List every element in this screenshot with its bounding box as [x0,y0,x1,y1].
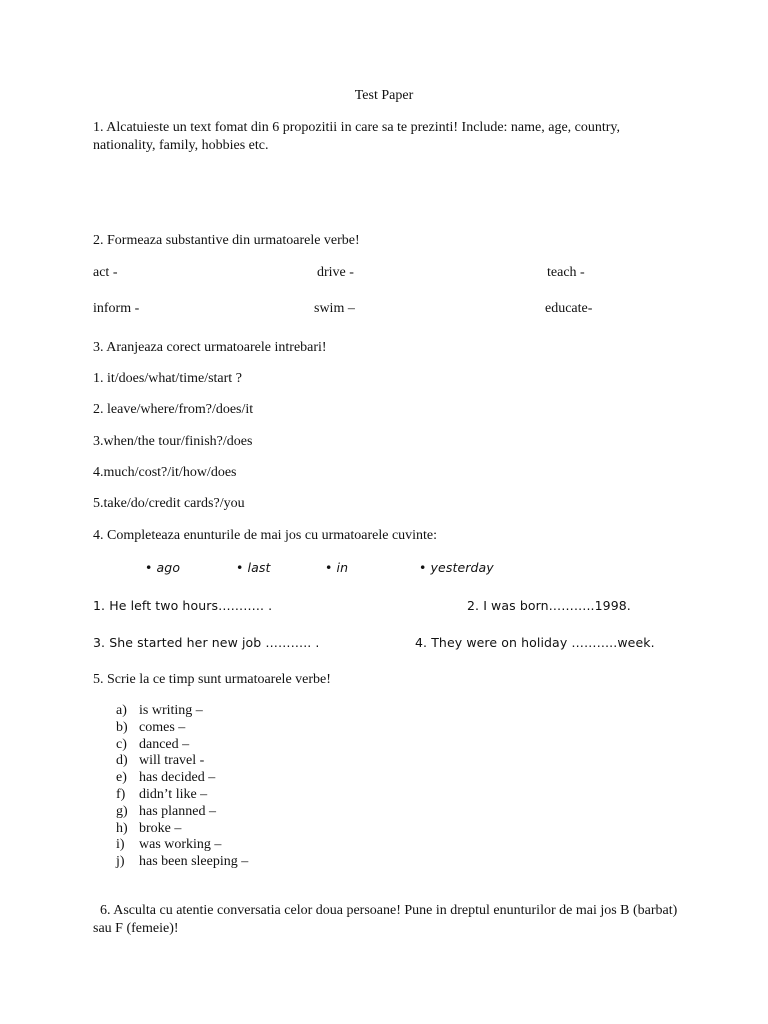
exercise-4-heading: 4. Completeaza enunturile de mai jos cu urmatoarele cuvinte: [93,528,438,543]
sentence-2: 2. I was born………..1998. [467,598,631,613]
question-item: 4.much/cost?/it/how/does [93,465,237,480]
sentence-1: 1. He left two hours……….. . [93,598,273,613]
list-text: didn’t like – [139,786,208,802]
list-text: comes – [139,719,186,735]
exercise-6-text: 6. Asculta cu atentie conversatia celor doua persoane! Pune in dreptul enunturilor de mai jos B (barbat) sau F (femeie)! [93,903,681,936]
word-in: • in [325,560,349,575]
question-item: 1. it/does/what/time/start ? [93,371,242,386]
question-item: 3.when/the tour/finish?/does [93,434,253,449]
verb-drive: drive - [317,265,354,280]
verb-inform: inform - [93,301,140,316]
list-text: was working – [139,837,222,853]
question-item: 5.take/do/credit cards?/you [93,496,245,511]
list-marker: j) [116,854,125,870]
list-text: broke – [139,820,182,836]
verb-swim: swim – [314,301,355,316]
list-marker: d) [116,753,128,769]
exercise-2-heading: 2. Formeaza substantive din urmatoarele verbe! [93,233,360,248]
list-text: has decided – [139,770,216,786]
verb-educate: educate- [545,301,593,316]
list-marker: i) [116,837,125,853]
list-marker: a) [116,703,127,718]
exercise-1-text: 1. Alcatuieste un text fomat din 6 propozitii in care sa te prezinti! Include: name, age, country, nationality, family, hobbies etc. [93,120,621,153]
list-text: danced – [139,736,190,752]
word-ago: • ago [145,560,181,575]
sentence-3: 3. She started her new job ……….. . [93,635,320,650]
page-title: Test Paper [354,88,414,103]
verb-teach: teach - [547,265,585,280]
sentence-4: 4. They were on holiday ………..week. [415,635,655,650]
list-marker: h) [116,820,128,836]
question-item: 2. leave/where/from?/does/it [93,402,254,417]
list-marker: f) [116,786,126,802]
list-text: has planned – [139,803,216,819]
list-text: has been sleeping – [139,854,249,870]
list-marker: c) [116,736,127,752]
list-marker: e) [116,770,127,786]
list-text: is writing – [139,703,203,718]
exercise-3-heading: 3. Aranjeaza corect urmatoarele intrebari! [93,340,327,355]
list-text: will travel - [139,753,205,769]
list-marker: b) [116,719,128,735]
list-marker: g) [116,803,128,819]
exercise-5-heading: 5. Scrie la ce timp sunt urmatoarele verbe! [93,672,331,687]
verb-act: act - [93,265,118,280]
word-yesterday: • yesterday [419,560,494,575]
word-last: • last [236,560,271,575]
